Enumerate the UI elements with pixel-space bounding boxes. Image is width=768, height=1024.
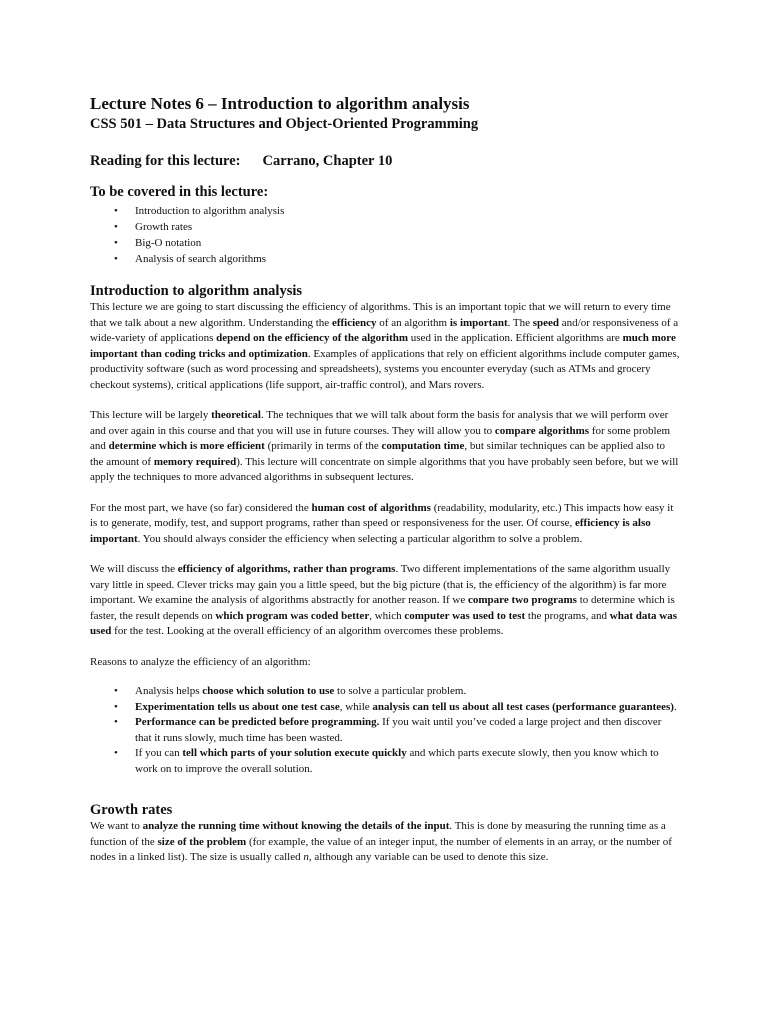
bullet-icon: • bbox=[114, 253, 118, 265]
list-item bbox=[90, 235, 680, 251]
list-item bbox=[90, 203, 680, 219]
intro-heading: Introduction to algorithm analysis bbox=[90, 283, 303, 299]
list-item-text: Experimentation tells us about one test case, while analysis can tell us about all test cases (performance guarantees). bbox=[135, 700, 677, 713]
growth-heading: Growth rates bbox=[90, 802, 173, 818]
reasons-list bbox=[90, 684, 680, 777]
intro-paragraph-3: For the most part, we have (so far) considered the human cost of algorithms (readability, modularity, etc.) This impacts how easy it is to generate, modify, test, and support programs, rather than speed or responsiveness for the user. Of course, efficiency is also important. You should always consider the efficiency when selecting a particular algorithm to solve a problem. bbox=[90, 501, 674, 545]
intro-paragraph-2: This lecture will be largely theoretical. The techniques that we will talk about form the basis for analysis that we will perform over and over again in this course and that you will use in future courses. They will allow you to compare algorithms for some problem and determine which is more efficient (primarily in terms of the computation time, but similar techniques can be applied also to the amount of memory required). This lecture will concentrate on simple algorithms that you have probably seen before, but we will apply the techniques to more advanced algorithms in subsequent lectures. bbox=[90, 409, 679, 483]
intro-paragraph-1: This lecture we are going to start discussing the efficiency of algorithms. This is an important topic that we will return to every time that we talk about a new algorithm. Understanding the efficiency of an algorithm is important. The speed and/or responsiveness of a wide-variety of applications depend on the efficiency of the algorithm used in the application. Efficient algorithms are much more important than coding tricks and optimization. Examples of applications that rely on efficient algorithms include computer games, productivity software (such as word processing and spreadsheets), systems you encounter everyday (such as ATMs and grocery checkout systems), critical applications (life support, air-traffic control), and Mars rovers. bbox=[90, 301, 680, 391]
list-item bbox=[90, 715, 680, 746]
list-item bbox=[90, 251, 680, 267]
intro-section bbox=[90, 282, 680, 777]
bullet-icon: • bbox=[114, 700, 118, 713]
list-item bbox=[90, 219, 680, 235]
growth-section bbox=[90, 801, 680, 866]
reasons-intro: Reasons to analyze the efficiency of an algorithm: bbox=[90, 655, 311, 668]
list-item-text: Performance can be predicted before programming. If you wait until you’ve coded a large project and then discover that it runs slowly, much time has been wasted. bbox=[135, 716, 662, 744]
reading-line bbox=[90, 152, 680, 170]
intro-paragraph-4: We will discuss the efficiency of algorithms, rather than programs. Two different implementations of the same algorithm usually vary little in speed. Clever tricks may gain you a little speed, but the big picture (that is, the efficiency of the algorithm) is far more important. We examine the analysis of algorithms abstractly for another reason. If we compare two programs to determine which is faster, the result depends on which program was coded better, which computer was used to test the programs, and what data was used for the test. Looking at the overall efficiency of an algorithm overcomes these problems. bbox=[90, 563, 677, 637]
reading-value: Carrano, Chapter 10 bbox=[262, 153, 393, 169]
list-item-text: Introduction to algorithm analysis bbox=[135, 205, 285, 217]
bullet-icon: • bbox=[114, 221, 118, 233]
list-item-text: Analysis of search algorithms bbox=[135, 253, 267, 265]
covered-list bbox=[90, 203, 680, 267]
reading-label: Reading for this lecture: bbox=[90, 153, 241, 169]
bullet-icon: • bbox=[114, 205, 118, 217]
bullet-icon: • bbox=[114, 685, 118, 697]
list-item-text: Analysis helps choose which solution to use to solve a particular problem. bbox=[135, 685, 467, 697]
list-item bbox=[90, 684, 680, 700]
list-item-text: If you can tell which parts of your solution execute quickly and which parts execute slowly, then you know which to work on to improve the overall solution. bbox=[135, 747, 659, 775]
list-item-text: Growth rates bbox=[135, 221, 193, 233]
bullet-icon: • bbox=[114, 747, 118, 759]
growth-paragraph-1: We want to analyze the running time without knowing the details of the input. This is done by measuring the running time as a function of the size of the problem (for example, the value of an integer input, the number of elements in an array, or the number of nodes in a linked list). The size is usually called n, although any variable can be used to denote this size. bbox=[90, 820, 672, 863]
list-item bbox=[90, 700, 680, 716]
bullet-icon: • bbox=[114, 716, 118, 728]
document-content bbox=[90, 94, 680, 866]
list-item-text: Big-O notation bbox=[135, 237, 202, 249]
course-title: CSS 501 – Data Structures and Object-Oriented Programming bbox=[90, 116, 479, 132]
covered-section bbox=[90, 183, 680, 267]
bullet-icon: • bbox=[114, 237, 118, 249]
covered-heading: To be covered in this lecture: bbox=[90, 184, 269, 200]
list-item bbox=[90, 746, 680, 777]
lecture-title: Lecture Notes 6 – Introduction to algorithm analysis bbox=[90, 94, 470, 113]
